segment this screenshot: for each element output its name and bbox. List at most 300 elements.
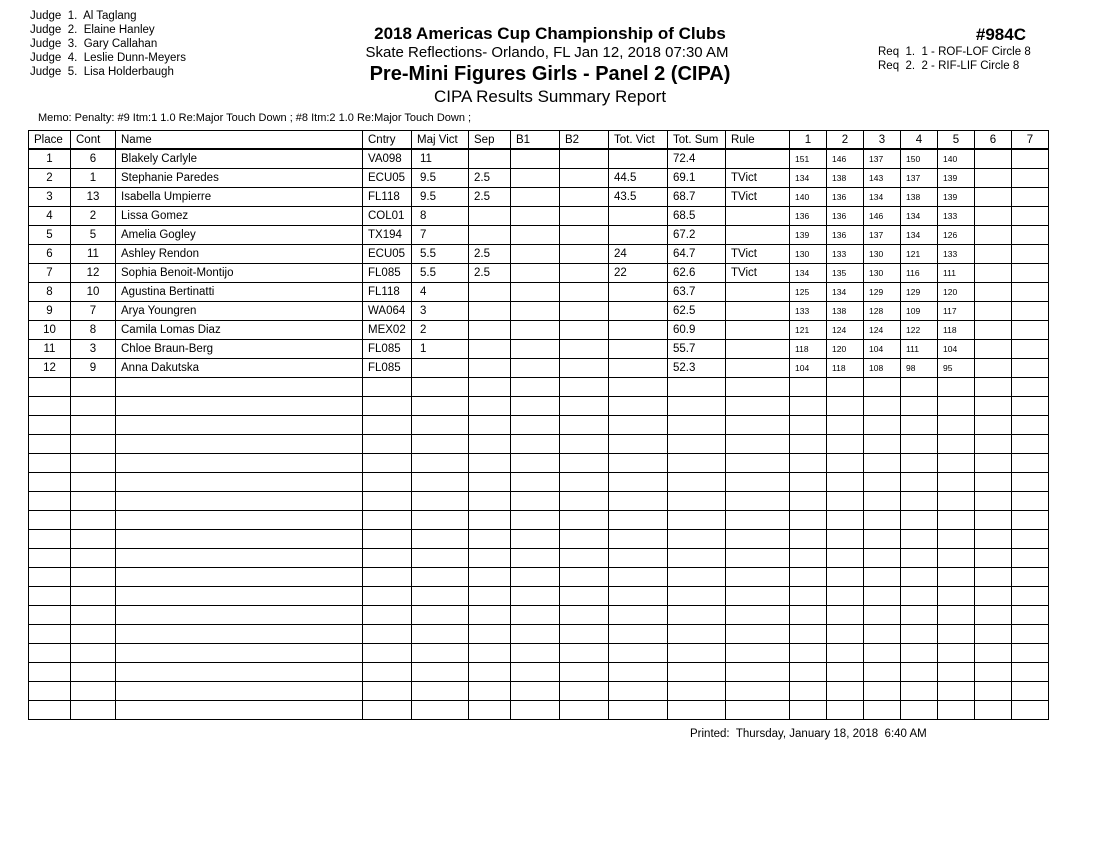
empty-cell (790, 663, 827, 682)
empty-cell (668, 378, 726, 397)
empty-cell (71, 511, 116, 530)
cell-skater-name: Lissa Gomez (116, 207, 363, 226)
empty-cell (469, 530, 511, 549)
cell-judge-5-score: 111 (938, 264, 975, 283)
empty-row (29, 473, 1049, 492)
cell-judge-1-score: 136 (790, 207, 827, 226)
cell-cont: 8 (71, 321, 116, 340)
cell-maj-vict: 9.5 (412, 169, 469, 188)
cell-judge-6-score (975, 207, 1012, 226)
cell-rule: TVict (726, 264, 790, 283)
cell-cont: 12 (71, 264, 116, 283)
empty-cell (726, 435, 790, 454)
cell-b2 (560, 340, 609, 359)
empty-cell (469, 416, 511, 435)
empty-cell (864, 435, 901, 454)
judge-5: Judge 5. Lisa Holderbaugh (30, 66, 174, 78)
empty-cell (668, 454, 726, 473)
cell-maj-vict: 7 (412, 226, 469, 245)
empty-cell (975, 606, 1012, 625)
empty-cell (726, 587, 790, 606)
cell-country: FL085 (363, 359, 412, 378)
event-number: #984C (975, 25, 1026, 44)
cell-sep (469, 359, 511, 378)
cell-maj-vict: 2 (412, 321, 469, 340)
judge-list (30, 9, 186, 79)
empty-cell (469, 435, 511, 454)
empty-cell (827, 625, 864, 644)
judge-2: Judge 2. Elaine Hanley (30, 24, 155, 36)
cell-tot-vict (609, 226, 668, 245)
empty-cell (511, 397, 560, 416)
empty-cell (363, 397, 412, 416)
cell-judge-5-score: 139 (938, 169, 975, 188)
empty-cell (938, 663, 975, 682)
empty-cell (560, 378, 609, 397)
empty-cell (864, 606, 901, 625)
venue-date: Skate Reflections- Orlando, FL Jan 12, 2018 07:30 AM (365, 44, 729, 61)
cell-judge-6-score (975, 340, 1012, 359)
cell-country: VA098 (363, 149, 412, 169)
empty-cell (901, 530, 938, 549)
empty-cell (469, 606, 511, 625)
empty-cell (511, 416, 560, 435)
empty-cell (1012, 397, 1049, 416)
cell-sep: 2.5 (469, 264, 511, 283)
col-rule: Rule (726, 131, 790, 150)
cell-cont: 5 (71, 226, 116, 245)
empty-cell (511, 625, 560, 644)
empty-cell (29, 568, 71, 587)
empty-cell (726, 511, 790, 530)
empty-row (29, 682, 1049, 701)
cell-skater-name: Stephanie Paredes (116, 169, 363, 188)
cell-place: 9 (29, 302, 71, 321)
cell-b2 (560, 188, 609, 207)
empty-cell (668, 625, 726, 644)
cell-place: 1 (29, 149, 71, 169)
empty-cell (71, 492, 116, 511)
col-judge-4: 4 (901, 131, 938, 150)
cell-judge-2-score: 124 (827, 321, 864, 340)
empty-cell (938, 473, 975, 492)
empty-cell (827, 397, 864, 416)
empty-cell (363, 492, 412, 511)
empty-cell (864, 511, 901, 530)
cell-judge-5-score: 95 (938, 359, 975, 378)
empty-row (29, 587, 1049, 606)
cell-skater-name: Anna Dakutska (116, 359, 363, 378)
cell-judge-3-score: 130 (864, 264, 901, 283)
cell-maj-vict: 11 (412, 149, 469, 169)
empty-cell (71, 473, 116, 492)
cell-rule: TVict (726, 188, 790, 207)
empty-cell (975, 663, 1012, 682)
empty-cell (726, 606, 790, 625)
cell-rule: TVict (726, 245, 790, 264)
cell-country: TX194 (363, 226, 412, 245)
cell-judge-6-score (975, 169, 1012, 188)
empty-cell (363, 378, 412, 397)
cell-judge-4-score: 116 (901, 264, 938, 283)
empty-cell (511, 549, 560, 568)
empty-cell (609, 435, 668, 454)
empty-cell (726, 530, 790, 549)
empty-cell (511, 568, 560, 587)
cell-judge-1-score: 125 (790, 283, 827, 302)
cell-country: ECU05 (363, 245, 412, 264)
cell-tot-sum: 68.7 (668, 188, 726, 207)
empty-cell (469, 454, 511, 473)
empty-cell (511, 435, 560, 454)
cell-country: WA064 (363, 302, 412, 321)
empty-cell (864, 473, 901, 492)
cell-maj-vict: 3 (412, 302, 469, 321)
cell-maj-vict: 8 (412, 207, 469, 226)
cell-b1 (511, 321, 560, 340)
cell-judge-6-score (975, 245, 1012, 264)
empty-cell (864, 663, 901, 682)
cell-judge-6-score (975, 226, 1012, 245)
table-row (29, 207, 1049, 226)
judge-1: Judge 1. Al Taglang (30, 10, 137, 22)
cell-tot-sum: 67.2 (668, 226, 726, 245)
empty-cell (901, 682, 938, 701)
table-row (29, 226, 1049, 245)
memo-penalty: Memo: Penalty: #9 Itm:1 1.0 Re:Major Touch Down ; #8 Itm:2 1.0 Re:Major Touch Down ; (38, 112, 472, 124)
empty-cell (29, 682, 71, 701)
empty-cell (560, 530, 609, 549)
empty-cell (668, 606, 726, 625)
empty-cell (116, 701, 363, 720)
cell-rule (726, 302, 790, 321)
cell-rule (726, 283, 790, 302)
empty-cell (469, 397, 511, 416)
cell-cont: 2 (71, 207, 116, 226)
empty-cell (827, 682, 864, 701)
empty-cell (116, 549, 363, 568)
empty-cell (975, 416, 1012, 435)
cell-judge-2-score: 136 (827, 188, 864, 207)
empty-cell (1012, 549, 1049, 568)
cell-judge-3-score: 143 (864, 169, 901, 188)
cell-judge-1-score: 118 (790, 340, 827, 359)
cell-judge-2-score: 118 (827, 359, 864, 378)
cell-judge-7-score (1012, 264, 1049, 283)
cell-judge-5-score: 118 (938, 321, 975, 340)
cell-judge-5-score: 133 (938, 207, 975, 226)
empty-cell (560, 568, 609, 587)
empty-cell (726, 492, 790, 511)
empty-cell (511, 378, 560, 397)
empty-cell (1012, 701, 1049, 720)
cell-judge-4-score: 129 (901, 283, 938, 302)
empty-cell (560, 625, 609, 644)
empty-cell (938, 644, 975, 663)
cell-judge-4-score: 111 (901, 340, 938, 359)
table-header-row (29, 131, 1049, 150)
cell-b2 (560, 359, 609, 378)
empty-cell (827, 701, 864, 720)
empty-cell (790, 435, 827, 454)
report-title: CIPA Results Summary Report (433, 87, 667, 106)
empty-cell (363, 644, 412, 663)
empty-cell (560, 454, 609, 473)
cell-cont: 9 (71, 359, 116, 378)
empty-cell (938, 625, 975, 644)
empty-cell (726, 568, 790, 587)
cell-tot-vict: 43.5 (609, 188, 668, 207)
cell-rule (726, 321, 790, 340)
cell-sep (469, 302, 511, 321)
cell-judge-6-score (975, 264, 1012, 283)
cell-judge-7-score (1012, 302, 1049, 321)
empty-cell (1012, 663, 1049, 682)
cell-b2 (560, 226, 609, 245)
empty-cell (560, 701, 609, 720)
empty-cell (116, 682, 363, 701)
cell-rule (726, 226, 790, 245)
cell-judge-2-score: 133 (827, 245, 864, 264)
empty-cell (975, 492, 1012, 511)
cell-maj-vict: 4 (412, 283, 469, 302)
cell-tot-vict (609, 321, 668, 340)
cell-judge-3-score: 124 (864, 321, 901, 340)
empty-cell (790, 625, 827, 644)
cell-place: 10 (29, 321, 71, 340)
empty-cell (609, 530, 668, 549)
empty-cell (864, 397, 901, 416)
empty-cell (71, 549, 116, 568)
cell-country: ECU05 (363, 169, 412, 188)
empty-cell (864, 530, 901, 549)
cell-judge-7-score (1012, 226, 1049, 245)
empty-cell (827, 416, 864, 435)
empty-cell (668, 435, 726, 454)
empty-cell (116, 663, 363, 682)
empty-cell (901, 549, 938, 568)
empty-cell (363, 473, 412, 492)
cell-tot-vict: 22 (609, 264, 668, 283)
table-row (29, 264, 1049, 283)
empty-cell (363, 587, 412, 606)
empty-row (29, 492, 1049, 511)
table-row (29, 169, 1049, 188)
cell-judge-7-score (1012, 169, 1049, 188)
empty-cell (412, 625, 469, 644)
cell-tot-sum: 68.5 (668, 207, 726, 226)
cell-judge-3-score: 137 (864, 226, 901, 245)
cell-cont: 6 (71, 149, 116, 169)
empty-cell (668, 568, 726, 587)
empty-cell (726, 663, 790, 682)
cell-judge-2-score: 135 (827, 264, 864, 283)
empty-row (29, 397, 1049, 416)
cell-sep: 2.5 (469, 245, 511, 264)
cell-skater-name: Chloe Braun-Berg (116, 340, 363, 359)
cell-place: 4 (29, 207, 71, 226)
printed-timestamp: Printed: Thursday, January 18, 2018 6:40 AM (690, 728, 927, 740)
cell-judge-1-score: 133 (790, 302, 827, 321)
judge-3: Judge 3. Gary Callahan (30, 38, 158, 50)
empty-cell (938, 435, 975, 454)
col-tot-sum: Tot. Sum (668, 131, 726, 150)
empty-cell (790, 454, 827, 473)
cell-judge-3-score: 146 (864, 207, 901, 226)
empty-cell (29, 663, 71, 682)
empty-cell (560, 682, 609, 701)
empty-cell (560, 606, 609, 625)
empty-cell (469, 473, 511, 492)
empty-cell (827, 587, 864, 606)
empty-cell (560, 492, 609, 511)
empty-row (29, 435, 1049, 454)
empty-cell (469, 587, 511, 606)
cell-b2 (560, 321, 609, 340)
empty-cell (116, 473, 363, 492)
empty-cell (116, 416, 363, 435)
cell-judge-7-score (1012, 359, 1049, 378)
empty-cell (363, 530, 412, 549)
empty-cell (975, 397, 1012, 416)
empty-cell (1012, 416, 1049, 435)
cell-judge-6-score (975, 359, 1012, 378)
empty-cell (29, 587, 71, 606)
empty-cell (901, 473, 938, 492)
empty-cell (726, 378, 790, 397)
empty-cell (1012, 682, 1049, 701)
empty-cell (1012, 530, 1049, 549)
empty-cell (412, 549, 469, 568)
cell-judge-6-score (975, 321, 1012, 340)
empty-cell (116, 378, 363, 397)
empty-cell (938, 682, 975, 701)
empty-cell (790, 701, 827, 720)
empty-cell (29, 378, 71, 397)
empty-cell (1012, 625, 1049, 644)
cell-judge-5-score: 117 (938, 302, 975, 321)
empty-row (29, 530, 1049, 549)
cell-maj-vict (412, 359, 469, 378)
empty-cell (938, 606, 975, 625)
empty-cell (560, 473, 609, 492)
empty-cell (668, 492, 726, 511)
cell-country: FL118 (363, 188, 412, 207)
cell-tot-sum: 62.5 (668, 302, 726, 321)
empty-cell (609, 416, 668, 435)
cell-tot-vict (609, 149, 668, 169)
requirement-1: Req 1. 1 - ROF-LOF Circle 8 (878, 46, 1031, 58)
empty-cell (827, 473, 864, 492)
empty-cell (609, 492, 668, 511)
empty-cell (560, 549, 609, 568)
cell-tot-vict (609, 359, 668, 378)
empty-cell (864, 701, 901, 720)
col-cont: Cont (71, 131, 116, 150)
cell-judge-4-score: 137 (901, 169, 938, 188)
empty-cell (938, 587, 975, 606)
empty-cell (560, 435, 609, 454)
empty-cell (864, 568, 901, 587)
empty-row (29, 663, 1049, 682)
cell-judge-4-score: 134 (901, 226, 938, 245)
empty-cell (864, 454, 901, 473)
empty-cell (116, 606, 363, 625)
cell-skater-name: Blakely Carlyle (116, 149, 363, 169)
cell-tot-sum: 63.7 (668, 283, 726, 302)
empty-cell (864, 378, 901, 397)
empty-cell (901, 625, 938, 644)
empty-cell (609, 473, 668, 492)
col-b1: B1 (511, 131, 560, 150)
empty-cell (116, 568, 363, 587)
cell-judge-1-score: 121 (790, 321, 827, 340)
empty-cell (29, 606, 71, 625)
cell-skater-name: Arya Youngren (116, 302, 363, 321)
empty-cell (975, 435, 1012, 454)
empty-cell (668, 663, 726, 682)
cell-sep (469, 283, 511, 302)
empty-cell (511, 473, 560, 492)
cell-b1 (511, 149, 560, 169)
cell-sep (469, 226, 511, 245)
empty-cell (116, 625, 363, 644)
empty-row (29, 454, 1049, 473)
empty-cell (790, 606, 827, 625)
empty-cell (1012, 454, 1049, 473)
empty-cell (412, 568, 469, 587)
cell-judge-1-score: 139 (790, 226, 827, 245)
cell-place: 8 (29, 283, 71, 302)
empty-row (29, 644, 1049, 663)
cell-rule (726, 149, 790, 169)
cell-b2 (560, 302, 609, 321)
table-row (29, 340, 1049, 359)
empty-cell (469, 378, 511, 397)
empty-cell (71, 625, 116, 644)
col-judge-2: 2 (827, 131, 864, 150)
empty-cell (668, 682, 726, 701)
cell-judge-3-score: 130 (864, 245, 901, 264)
empty-cell (116, 644, 363, 663)
empty-cell (609, 625, 668, 644)
empty-cell (29, 701, 71, 720)
empty-cell (864, 682, 901, 701)
empty-cell (975, 530, 1012, 549)
empty-cell (901, 663, 938, 682)
cell-b1 (511, 359, 560, 378)
empty-cell (511, 492, 560, 511)
empty-cell (827, 549, 864, 568)
empty-cell (29, 397, 71, 416)
empty-cell (938, 454, 975, 473)
empty-cell (938, 568, 975, 587)
empty-cell (790, 492, 827, 511)
empty-cell (938, 397, 975, 416)
empty-cell (1012, 511, 1049, 530)
cell-b2 (560, 149, 609, 169)
cell-skater-name: Amelia Gogley (116, 226, 363, 245)
empty-cell (469, 663, 511, 682)
cell-tot-vict: 24 (609, 245, 668, 264)
event-title: Pre-Mini Figures Girls - Panel 2 (CIPA) (369, 63, 731, 85)
cell-tot-sum: 60.9 (668, 321, 726, 340)
cell-rule: TVict (726, 169, 790, 188)
cell-judge-2-score: 138 (827, 302, 864, 321)
empty-cell (363, 625, 412, 644)
cell-b1 (511, 302, 560, 321)
empty-cell (412, 682, 469, 701)
